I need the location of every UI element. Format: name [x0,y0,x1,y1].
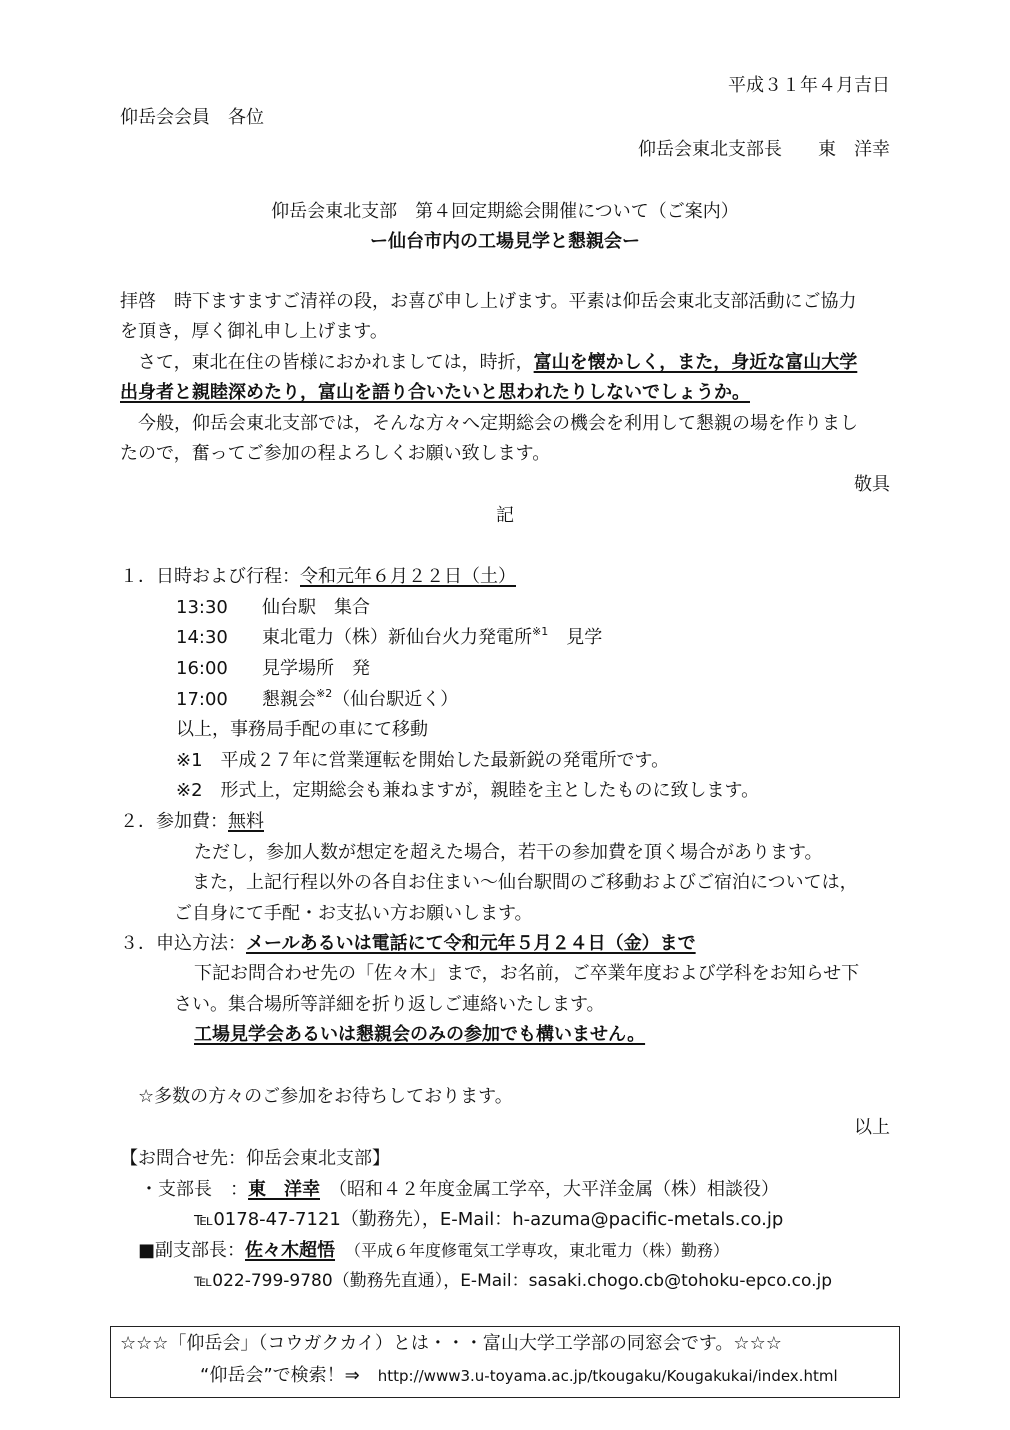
section-1-label: １．日時および行程： [120,566,300,587]
footer-search-text: “仰岳会”で検索！⇒ [200,1365,360,1386]
application-deadline: メールあるいは電話にて令和元年５月２４日（金）まで [246,933,696,954]
footnote-2: ※2 形式上，定期総会も兼ねますが，親睦を主としたものに致します。 [176,780,760,801]
transport-note: 以上，事務局手配の車にて移動 [176,719,428,740]
greeting-line-1: 拝啓 時下ますますご清祥の段，お喜び申し上げます。平素は仰岳会東北支部活動にご協力 [120,291,857,312]
event-date: 令和元年６月２２日（土） [300,566,516,587]
contact-chief [140,1178,779,1202]
footer-description: ☆☆☆「仰岳会」（コウガクカイ）とは・・・富山大学工学部の同窓会です。☆☆☆ [120,1333,782,1354]
chief-label: ・支部長 ： [140,1179,248,1200]
footnote-1: ※1 平成２７年に営業運転を開始した最新鋭の発電所です。 [176,750,670,771]
fee-value: 無料 [228,811,264,832]
vice-info: （平成６年度修電気工学専攻，東北電力（株）勤務） [353,1241,730,1260]
section-2-heading [120,810,264,834]
application-note-3: 工場見学会あるいは懇親会のみの参加でも構いません。 [194,1024,646,1045]
letter-date: 平成３１年４月吉日 [728,75,890,96]
body-paragraph-2-line-1 [120,351,857,375]
schedule-time: 16:00 [176,658,228,679]
vice-contact: ℡022-799-9780（勤務先直通），E-Mail：sasaki.chogo.cb@tohoku-epco.co.jp [194,1271,833,1291]
fee-note-1: ただし，参加人数が想定を超えた場合，若干の参加費を頂く場合があります。 [194,842,823,863]
schedule-item [176,596,370,620]
application-note-1: 下記お問合わせ先の「佐々木」まで，お名前，ご卒業年度および学科をお知らせ下 [194,963,860,984]
closing-ijou: 以上 [854,1117,890,1138]
footnote-mark: ※1 [532,625,549,638]
fee-note-3: ご自身にて手配・お支払い方お願いします。 [174,903,533,924]
contact-vice [138,1239,729,1263]
schedule-item [176,688,458,712]
page-title: 仰岳会東北支部 第４回定期総会開催について（ご案内） [271,201,739,222]
schedule-time: 17:00 [176,689,228,710]
vice-label: ■副支部長： [138,1240,246,1261]
chief-name: 東 洋幸 [248,1179,320,1200]
body-paragraph-3-line-2: たので，奮ってご参加の程よろしくお願い致します。 [120,443,551,464]
schedule-text: 懇親会 [262,689,316,710]
footer-search [200,1364,838,1388]
vice-name: 佐々木超悟 [245,1240,336,1261]
schedule-item [176,657,370,681]
section-3-label: ３．申込方法： [120,933,246,954]
invitation-line: ☆多数の方々のご参加をお待ちしております。 [138,1086,513,1107]
recipient: 仰岳会会員 各位 [120,107,264,128]
schedule-text: 東北電力（株）新仙台火力発電所 [262,627,532,648]
schedule-text-after: 見学 [548,627,603,648]
chief-contact: ℡0178-47-7121（勤務先），E-Mail：h-azuma@pacific-metals.co.jp [194,1209,784,1230]
closing-keigu: 敬具 [854,474,890,495]
schedule-text: 見学場所 発 [262,658,370,679]
contact-heading: 【お問合せ先：仰岳会東北支部】 [120,1148,390,1169]
section-3-heading [120,932,696,956]
schedule-item [176,626,602,650]
page-subtitle: ー仙台市内の工場見学と懇親会ー [370,231,640,252]
chief-info: （昭和４２年度金属工学卒，大平洋金属（株）相談役） [338,1179,779,1200]
emphasis-text: 富山を懐かしく，また，身近な富山大学 [533,352,858,373]
body-paragraph-2-line-2: 出身者と親睦深めたり，富山を語り合いたいと思われたりしないでしょうか。 [120,382,750,403]
schedule-text-after: （仙台駅近く） [332,689,459,710]
section-2-label: ２．参加費： [120,811,228,832]
body-paragraph-3-line-1: 今般，仰岳会東北支部では，そんな方々へ定期総会の機会を利用して懇親の場を作りまし [120,413,858,434]
schedule-time: 13:30 [176,597,228,618]
fee-note-2: また，上記行程以外の各自お住まい～仙台駅間のご移動およびご宿泊については， [192,872,858,893]
greeting-line-2: を頂き，厚く御礼申し上げます。 [120,321,388,342]
schedule-text: 仙台駅 集合 [262,597,370,618]
footnote-mark: ※2 [316,687,333,700]
schedule-time: 14:30 [176,627,228,648]
sender: 仰岳会東北支部長 東 洋幸 [638,139,890,160]
footer-url-link[interactable]: http://www3.u-toyama.ac.jp/tkougaku/Kougakukai/index.html [377,1367,838,1385]
ki-heading: 記 [496,505,514,526]
application-note-2: さい。集合場所等詳細を折り返しご連絡いたします。 [174,994,605,1015]
paragraph-text: さて，東北在住の皆様におかれましては，時折， [120,352,534,373]
section-1-heading [120,565,516,589]
